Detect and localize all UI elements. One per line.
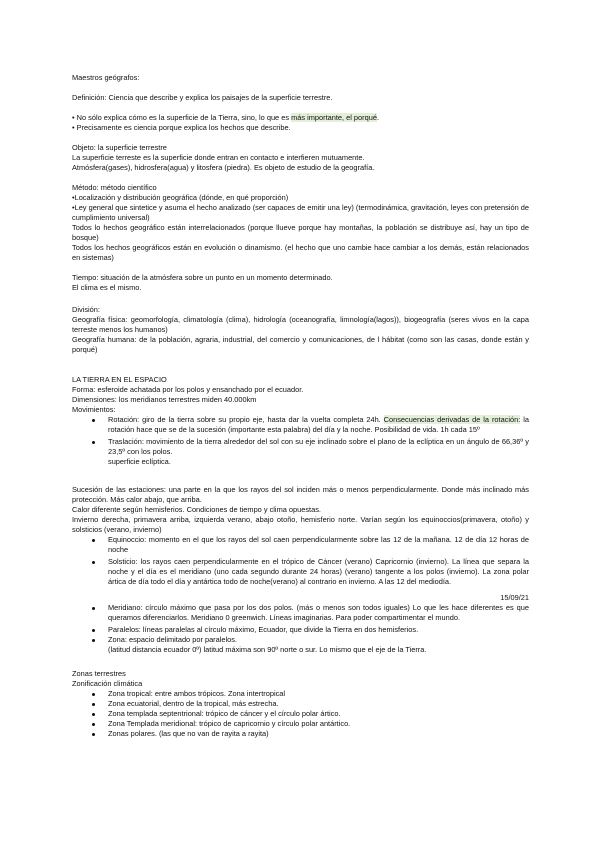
paragraph: Todos lo hechos geográfico están interrelacionados (porque llueve porque hay montañas, la población se distribuye así, hay un tipo de bosque): [72, 223, 529, 242]
text: • No sólo explica cómo es la superficie de la Tierra, sino, lo que es: [72, 113, 292, 122]
definition: Definición: Ciencia que describe y explica los paisajes de la superficie terrestre.: [72, 93, 333, 102]
list-item: Equinoccio: momento en el que los rayos del sol caen perpendicularmente sobre las 12 de la mañana. 12 de día 12 horas de noche: [108, 535, 529, 554]
text: superficie eclíptica.: [108, 457, 171, 466]
seasons-list: [72, 535, 529, 587]
document-page: [72, 73, 529, 739]
text: (latitud distancia ecuador 0º) latitud máxima son 90º norte o sur. Lo mismo que el eje de la Tierra.: [108, 645, 427, 654]
bullet-line: • Precisamente es ciencia porque explica los hechos que describe.: [72, 123, 291, 132]
bullet-line: [72, 113, 529, 123]
paragraph: Forma: esferoide achatada por los polos y ensanchado por el ecuador.: [72, 385, 304, 394]
text: la rotación hace que se de la sucesión (importante esta palabra) del día y la noche. Posibilidad de vida. 1h cada 15º: [108, 415, 529, 434]
list-item: [108, 635, 529, 655]
text: Zona: espacio delimitado por paralelos.: [108, 635, 238, 644]
highlighted-text: más importante, el porqué: [291, 113, 377, 122]
section-heading: LA TIERRA EN EL ESPACIO: [72, 375, 167, 384]
list-item: Zona tropical: entre ambos trópicos. Zona intertropical: [108, 689, 529, 699]
list-item: Zonas polares. (las que no van de rayita a rayita): [108, 729, 529, 739]
section-heading: División:: [72, 305, 100, 314]
doc-title: Maestros geógrafos:: [72, 73, 140, 82]
paragraph: Geografía humana: de la población, agraria, industrial, del comercio y comunicaciones, de l hábitat (como son las casas, donde están y porqué): [72, 335, 529, 354]
section-heading: Zonas terrestres: [72, 669, 126, 678]
list-item: [108, 415, 529, 435]
paragraph: Movimientos:: [72, 405, 116, 414]
movements-list: [72, 415, 529, 467]
text: Traslación: movimiento de la tierra alrededor del sol con su eje inclinado sobre el plano de la eclíptica en un ángulo de 66,36º y 23,5º con los polos.: [108, 437, 529, 456]
text: Rotación: giro de la tierra sobre su propio eje, hasta dar la vuelta completa 24h.: [108, 415, 384, 424]
paragraph: Tiempo: situación de la atmósfera sobre un punto en un momento determinado.: [72, 273, 333, 282]
list-item: Zona ecuatorial, dentro de la tropical, más estrecha.: [108, 699, 529, 709]
paragraph: •Localización y distribución geográfica (dónde, en qué proporción): [72, 193, 289, 202]
paragraph: Sucesión de las estaciones: una parte en la que los rayos del sol inciden más o menos perpendicularmente. Donde más inclinado más protección. Más calor abajo, que arriba.: [72, 485, 529, 504]
text: .: [376, 113, 379, 122]
list-item: Solsticio: los rayos caen perpendicularmente en el trópico de Cáncer (verano) Capricornio (invierno). La línea que separa la noche y el día es el meridiano (uno cada segundo durante 24 horas) (verano) tangente a los polos (invierno). La zona polar ártica de día todo el día y antártica todo de noche(verano) al contrario en invierno. A las 12 del mediodía.: [108, 557, 529, 586]
highlighted-text: Consecuencias derivadas de la rotación:: [383, 415, 521, 424]
paragraph: Zonificación climática: [72, 679, 143, 688]
section-heading: Objeto: la superficie terrestre: [72, 143, 167, 152]
paragraph: El clima es el mismo.: [72, 283, 142, 292]
date: 15/09/21: [500, 593, 529, 602]
list-item: Zona Templada meridional: trópico de capricornio y círculo polar antártico.: [108, 719, 529, 729]
list-item: Zona templada septentrional: trópico de cáncer y el círculo polar ártico.: [108, 709, 529, 719]
paragraph: Todos los hechos geográficos están en evolución o dinamismo. (el hecho que uno cambie hace cambiar a los demás, están relacionados en sistemas): [72, 243, 529, 262]
paragraph: Geografía física: geomorfología, climatología (clima), hidrología (oceanografía, limnología(lagos)), biogeografía (seres vivos en la capa terreste menos los humanos): [72, 315, 529, 334]
paragraph: La superficie terreste es la superficie donde entran en contacto e interfieren mutuamente.: [72, 153, 365, 162]
paragraph: Calor diferente según hemisferios. Condiciones de tiempo y clima opuestas.: [72, 505, 321, 514]
list-item: Paralelos: líneas paralelas al círculo máximo, Ecuador, que divide la Tierra en dos hemisferios.: [108, 625, 529, 635]
paragraph: Invierno derecha, primavera arriba, izquierda verano, abajo otoño, hemisferio norte. Varían según los equinoccios(primavera, otoño) y solsticios (verano, invierno): [72, 515, 529, 534]
paragraph: •Ley general que sintetice y asuma el hecho analizado (ser capaces de emitir una ley) (termodinámica, gravitación, leyes con pretensión de cumplimiento universal): [72, 203, 529, 222]
paragraph: Atmósfera(gases), hidrosfera(agua) y litosfera (piedra). Es objeto de estudio de la geografía.: [72, 163, 375, 172]
list-item: Meridiano: círculo máximo que pasa por los dos polos. (más o menos son todos iguales) Lo que les hace diferentes es que queramos diferenciarlos. Meridiano 0 greenwich. Líneas imaginarias. Para poder compartimentar el mundo.: [108, 603, 529, 622]
lines-list: [72, 603, 529, 655]
paragraph: Dimensiones: los meridianos terrestres miden 40.000km: [72, 395, 257, 404]
zones-list: [72, 689, 529, 739]
section-heading: Método: método científico: [72, 183, 157, 192]
list-item: [108, 437, 529, 467]
